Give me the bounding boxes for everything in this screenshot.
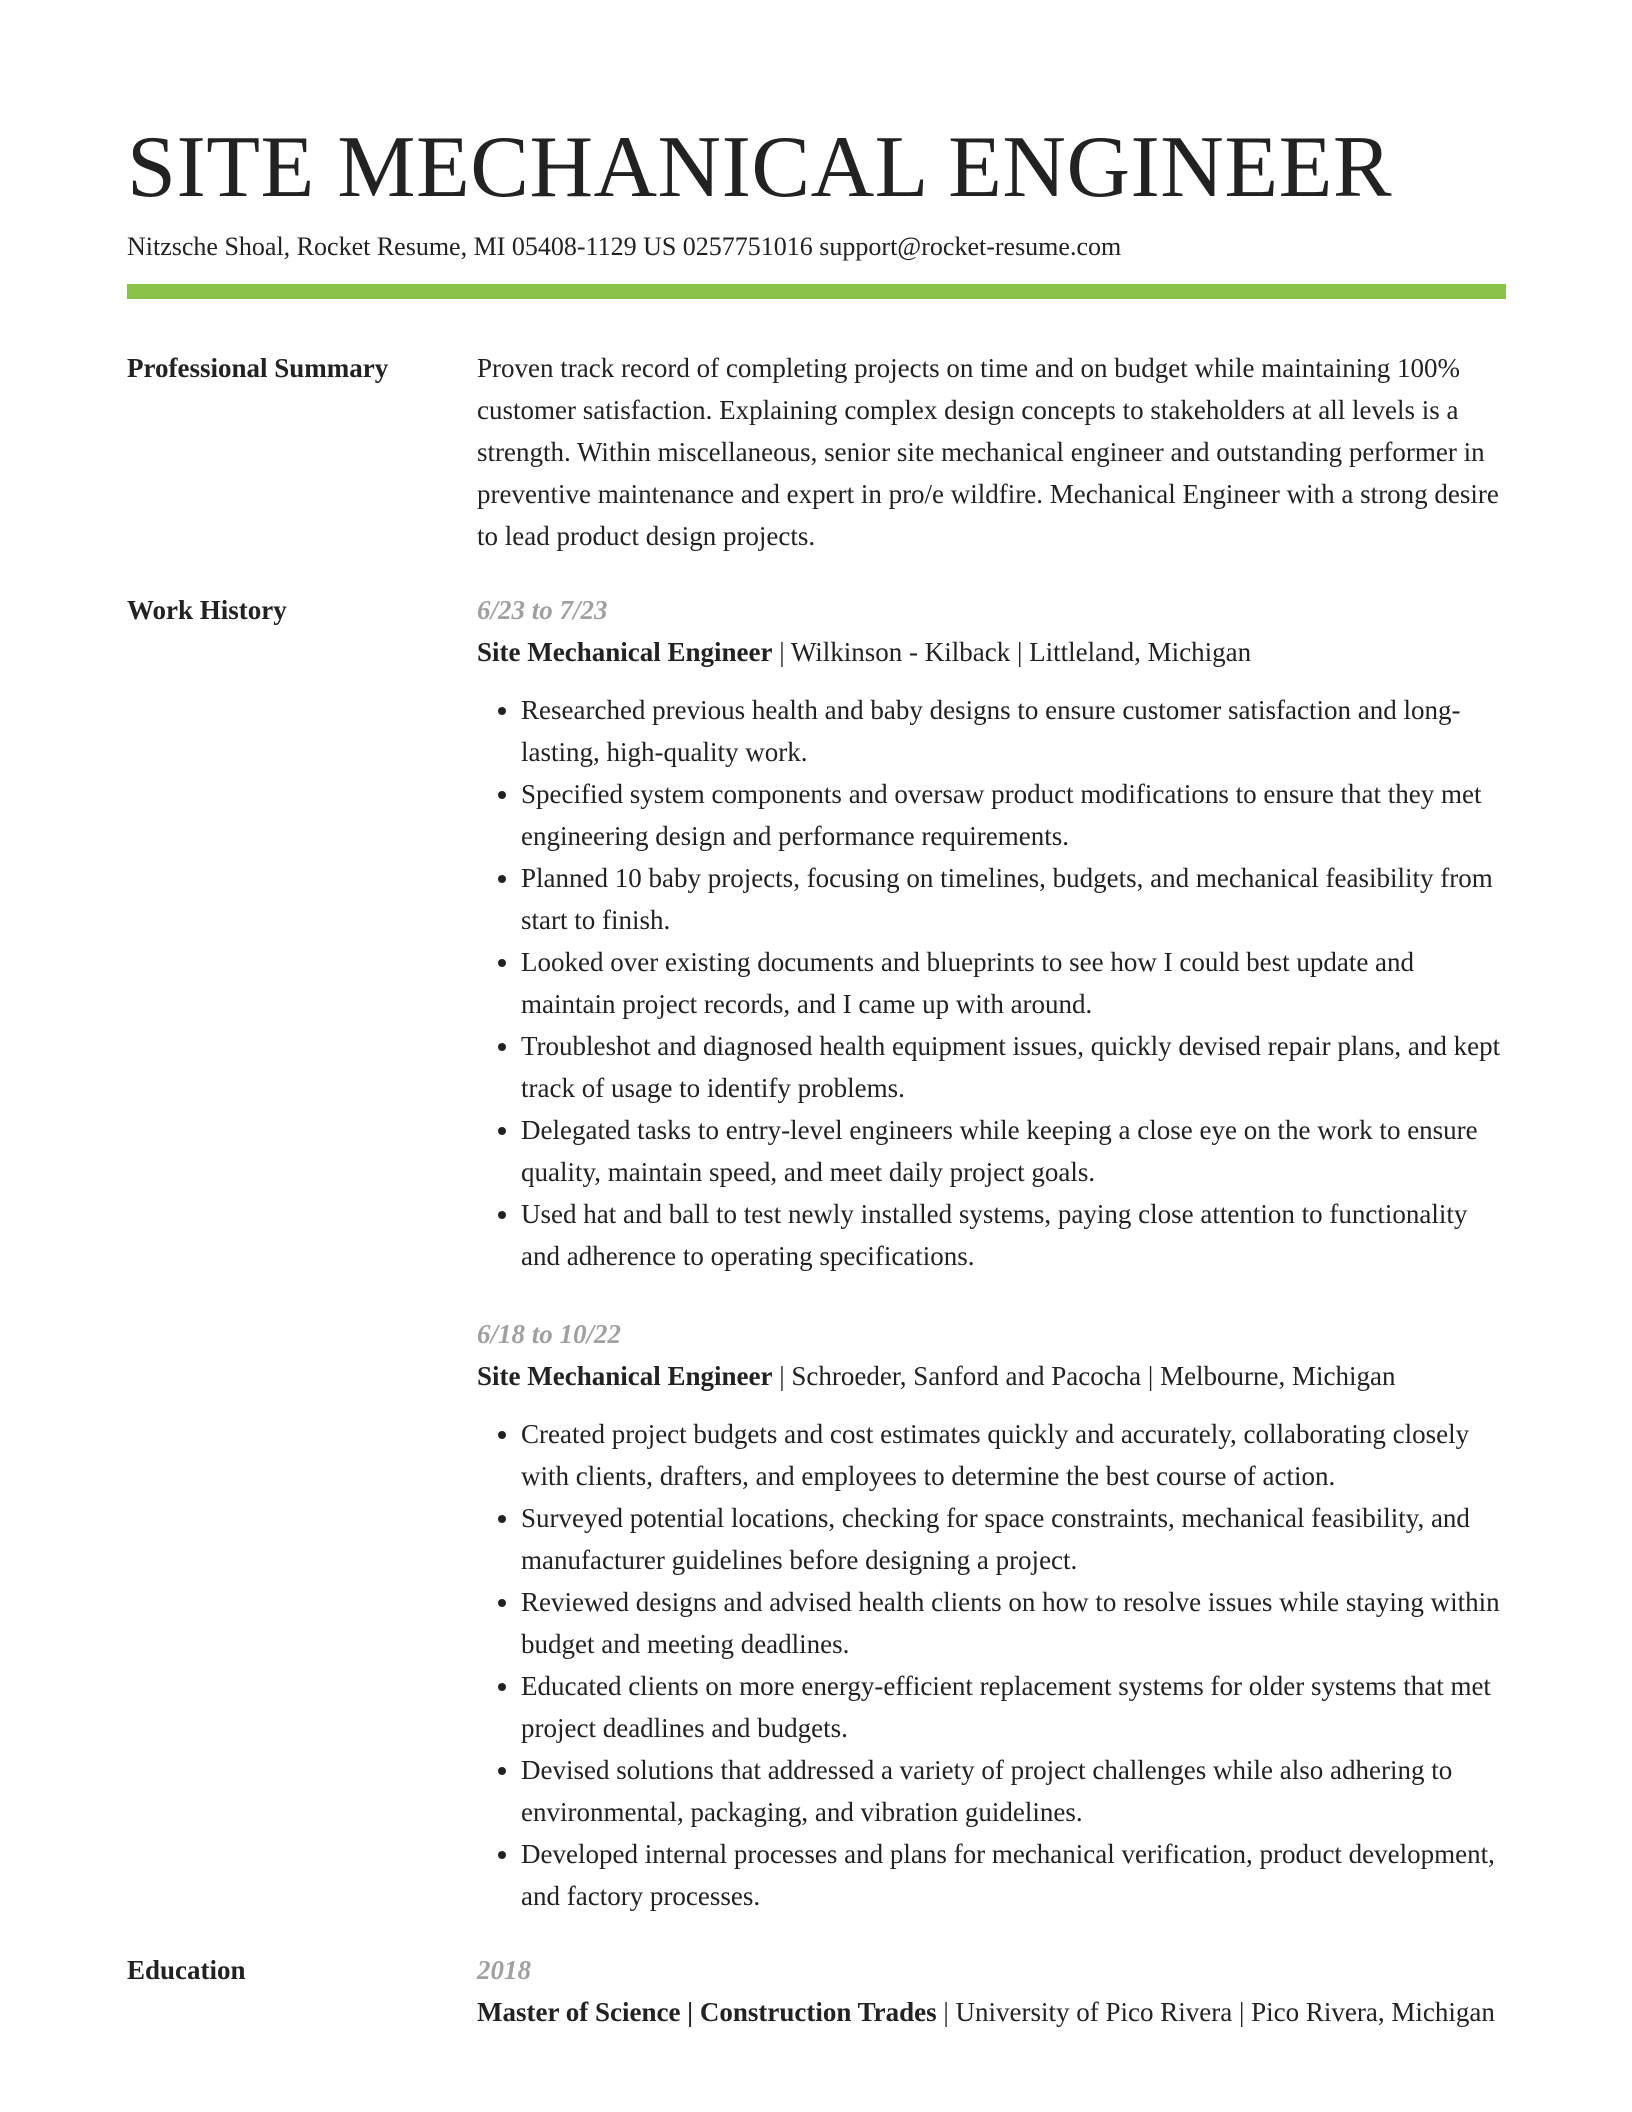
job-role: Site Mechanical Engineer — [477, 637, 773, 667]
summary-text: Proven track record of completing projects on time and on budget while maintaining 100% customer satisfaction. Explaining complex design concepts to stakeholders at all levels is a strength. Within miscellaneous, senior site mechanical engineer and outstanding performer in preventive maintenance and expert in pro/e wildfire. Mechanical Engineer with a strong desire to lead product design projects. — [477, 353, 1499, 551]
job-bullet: • Surveyed potential locations, checking for space constraints, mechanical feasibility, and manufacturer guidelines before designing a project. — [521, 1497, 1506, 1581]
education-section — [127, 1949, 1506, 2033]
job-bullet: • Troubleshot and diagnosed health equipment issues, quickly devised repair plans, and kept track of usage to identify problems. — [521, 1025, 1506, 1109]
job-entry — [477, 589, 1506, 1277]
work-history-section — [127, 589, 1506, 1917]
job-bullet: • Specified system components and oversaw product modifications to ensure that they met engineering design and performance requirements. — [521, 773, 1506, 857]
job-bullet: • Researched previous health and baby designs to ensure customer satisfaction and long-lasting, high-quality work. — [521, 689, 1506, 773]
section-heading-work: Work History — [127, 595, 287, 625]
job-bullet: • Developed internal processes and plans for mechanical verification, product development, and factory processes. — [521, 1833, 1506, 1917]
job-dates: 6/23 to 7/23 — [477, 595, 608, 625]
job-bullet: • Reviewed designs and advised health clients on how to resolve issues while staying within budget and meeting deadlines. — [521, 1581, 1506, 1665]
job-entry — [477, 1313, 1506, 1917]
job-role: Site Mechanical Engineer — [477, 1361, 773, 1391]
job-bullet: • Devised solutions that addressed a variety of project challenges while also adhering to environmental, packaging, and vibration guidelines. — [521, 1749, 1506, 1833]
education-year: 2018 — [477, 1955, 531, 1985]
job-details: | Schroeder, Sanford and Pacocha | Melbourne, Michigan — [772, 1361, 1396, 1391]
job-bullet: • Educated clients on more energy-efficient replacement systems for older systems that met project deadlines and budgets. — [521, 1665, 1506, 1749]
job-dates: 6/18 to 10/22 — [477, 1319, 622, 1349]
job-bullet: • Looked over existing documents and blueprints to see how I could best update and maintain project records, and I came up with around. — [521, 941, 1506, 1025]
job-bullets — [477, 689, 1506, 1277]
job-title-line — [477, 1355, 1506, 1397]
education-body — [477, 1949, 1506, 2033]
header-divider — [127, 284, 1506, 299]
job-bullets — [477, 1413, 1506, 1917]
section-heading-education: Education — [127, 1955, 246, 1985]
work-history-body — [477, 589, 1506, 1917]
job-bullet: • Planned 10 baby projects, focusing on timelines, budgets, and mechanical feasibility from start to finish. — [521, 857, 1506, 941]
education-details: | University of Pico Rivera | Pico Rivera, Michigan — [936, 1997, 1495, 2027]
job-bullet: • Used hat and ball to test newly installed systems, paying close attention to functionality and adherence to operating specifications. — [521, 1193, 1506, 1277]
job-bullet: • Created project budgets and cost estimates quickly and accurately, collaborating closely with clients, drafters, and employees to determine the best course of action. — [521, 1413, 1506, 1497]
education-degree: Master of Science | Construction Trades — [477, 1997, 937, 2027]
contact-line: Nitzsche Shoal, Rocket Resume, MI 05408-1129 US 0257751016 support@rocket-resume.com — [127, 232, 1122, 261]
job-details: | Wilkinson - Kilback | Littleland, Michigan — [772, 637, 1252, 667]
job-bullet: • Delegated tasks to entry-level engineers while keeping a close eye on the work to ensure quality, maintain speed, and meet daily project goals. — [521, 1109, 1506, 1193]
education-line — [477, 1991, 1506, 2033]
job-title-line — [477, 631, 1506, 673]
resume-title: SITE MECHANICAL ENGINEER — [127, 119, 1393, 216]
section-heading-summary: Professional Summary — [127, 353, 389, 383]
summary-section — [127, 347, 1506, 557]
